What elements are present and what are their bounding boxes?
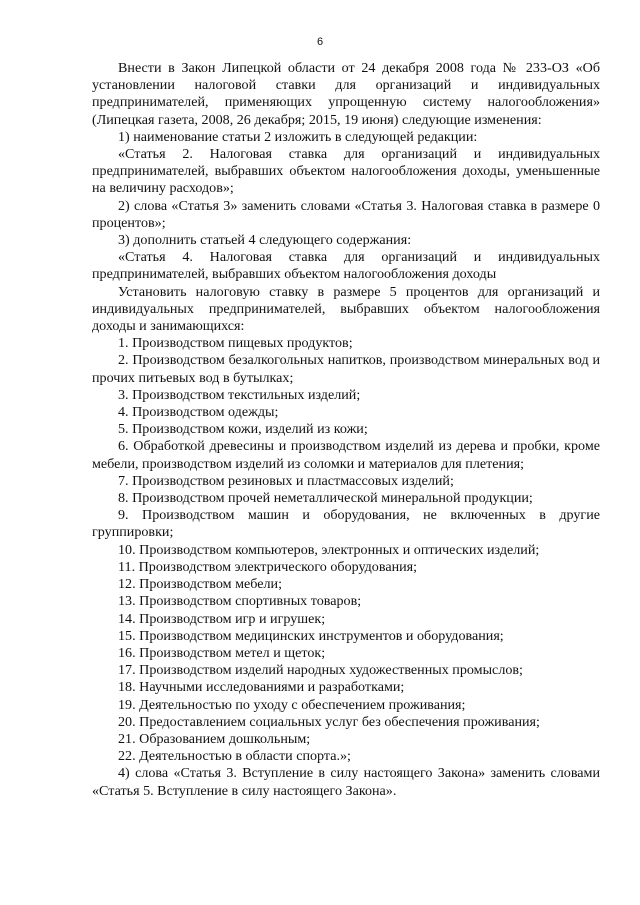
list-item: 19. Деятельностью по уходу с обеспечением проживания; [118, 696, 466, 713]
list-item: 18. Научными исследованиями и разработками; [118, 679, 405, 696]
tax-rate-paragraph: Установить налоговую ставку в размере 5 процентов для организаций и индивидуальных предпринимателей, выбравших объектом налогообложения доходы и занимающихся: [92, 283, 600, 335]
list-item: 2. Производством безалкогольных напитков, производством минеральных вод и прочих питьевых вод в бутылках; [92, 352, 600, 386]
amendment-3: 3) дополнить статьей 4 следующего содержания: [118, 232, 412, 249]
document-body [92, 60, 600, 800]
amendment-1: 1) наименование статьи 2 изложить в следующей редакции: [118, 128, 478, 145]
list-item: 15. Производством медицинских инструментов и оборудования; [118, 627, 504, 644]
amendment-2: 2) слова «Статья 3» заменить словами «Статья 3. Налоговая ставка в размере 0 процентов»; [92, 197, 600, 231]
list-item: 16. Производством метел и щеток; [118, 644, 326, 661]
list-item: 12. Производством мебели; [118, 576, 282, 593]
list-item: 10. Производством компьютеров, электронных и оптических изделий; [118, 541, 540, 558]
list-item: 4. Производством одежды; [118, 404, 279, 421]
list-item: 1. Производством пищевых продуктов; [118, 335, 353, 352]
list-item: 6. Обработкой древесины и производством изделий из дерева и пробки, кроме мебели, производством изделий из соломки и материалов для плетения; [92, 438, 600, 472]
list-item: 13. Производством спортивных товаров; [118, 593, 362, 610]
list-item: 3. Производством текстильных изделий; [118, 386, 361, 403]
article-4-title: «Статья 4. Налоговая ставка для организаций и индивидуальных предпринимателей, выбравших объектом налогообложения доходы [92, 249, 600, 283]
article-2-title: «Статья 2. Налоговая ставка для организаций и индивидуальных предпринимателей, выбравших объектом налогообложения доходы, уменьшенные на величину расходов»; [92, 146, 600, 197]
intro-paragraph: Внести в Закон Липецкой области от 24 декабря 2008 года № 233-ОЗ «Об установлении налоговой ставки для организаций и индивидуальных предпринимателей, применяющих упрощенную систему налогообложения» (Липецкая газета, 2008, 26 декабря; 2015, 19 июня) следующие изменения: [92, 60, 600, 128]
list-item: 14. Производством игр и игрушек; [118, 610, 326, 627]
list-item: 8. Производством прочей неметаллической минеральной продукции; [118, 490, 533, 507]
list-item: 11. Производством электрического оборудования; [118, 558, 418, 575]
list-item: 5. Производством кожи, изделий из кожи; [118, 421, 368, 438]
list-item: 9. Производством машин и оборудования, не включенных в другие группировки; [92, 507, 600, 541]
list-item: 22. Деятельностью в области спорта.»; [118, 748, 351, 765]
list-item: 20. Предоставлением социальных услуг без обеспечения проживания; [118, 713, 540, 730]
list-item: 7. Производством резиновых и пластмассовых изделий; [118, 472, 454, 489]
list-item: 21. Образованием дошкольным; [118, 730, 311, 747]
amendment-4: 4) слова «Статья 3. Вступление в силу настоящего Закона» заменить словами «Статья 5. Вступление в силу настоящего Закона». [92, 765, 600, 799]
list-item: 17. Производством изделий народных художественных промыслов; [118, 662, 523, 679]
page-number: 6 [316, 36, 324, 48]
